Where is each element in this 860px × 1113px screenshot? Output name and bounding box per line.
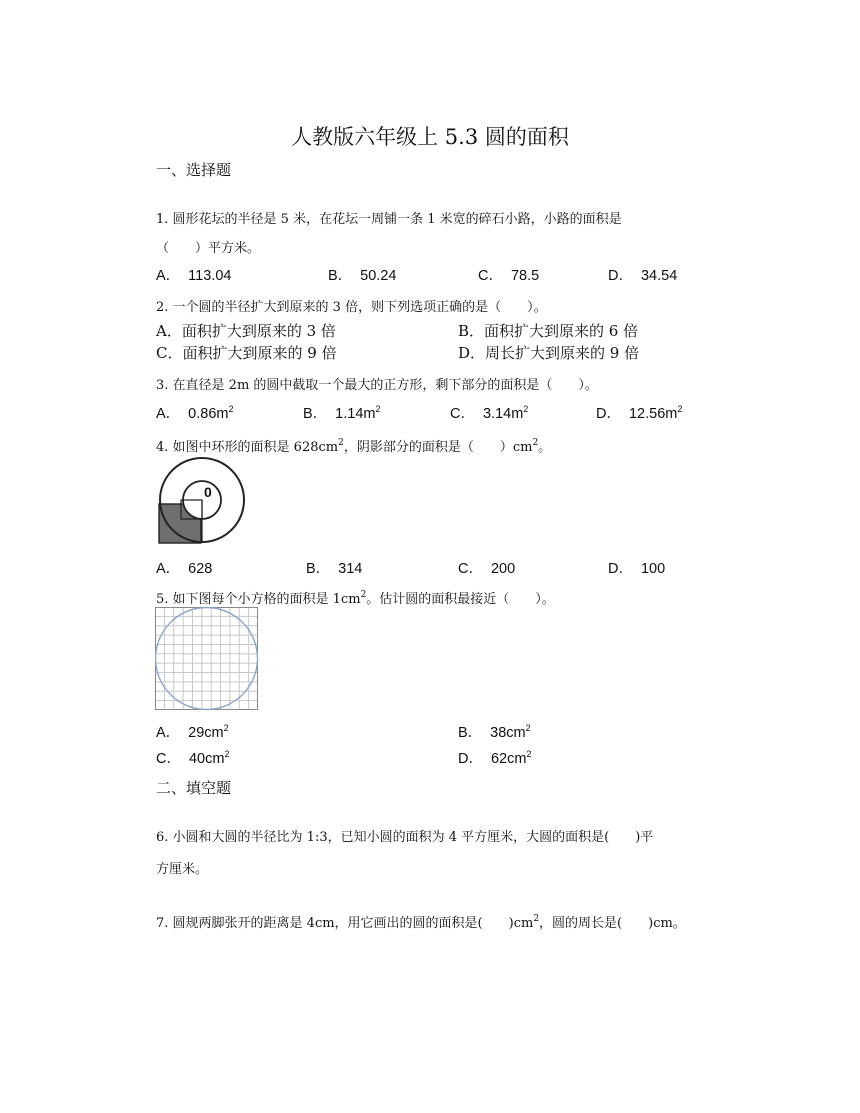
question-4-option-b[interactable] xyxy=(306,557,362,578)
option-letter: C． xyxy=(458,561,483,577)
option-text: 314 xyxy=(338,561,363,577)
option-superscript: 2 xyxy=(677,404,683,414)
option-text: 34.54 xyxy=(640,268,678,284)
question-5-text xyxy=(156,588,555,607)
option-letter: C． xyxy=(450,406,475,422)
option-letter: C． xyxy=(156,344,183,362)
question-4-option-c[interactable] xyxy=(458,557,515,578)
option-letter: D． xyxy=(458,344,486,362)
option-text: 周长扩大到原来的 9 倍 xyxy=(485,344,640,362)
option-superscript: 2 xyxy=(224,749,230,759)
text-part: 。估计圆的面积最接近（ ）。 xyxy=(366,592,555,607)
question-7-text xyxy=(156,912,686,931)
question-3-option-b[interactable] xyxy=(303,402,381,423)
question-3-option-d[interactable] xyxy=(596,402,682,423)
question-6-text: 6. 小圆和大圆的半径比为 1:3，已知小圆的面积为 4 平方厘米，大圆的面积是( )平 xyxy=(156,830,654,845)
question-1-option-d[interactable] xyxy=(608,264,677,285)
option-letter: A． xyxy=(156,725,181,741)
option-text: 628 xyxy=(188,561,213,577)
option-text: 29cm xyxy=(188,725,224,741)
option-letter: A． xyxy=(156,406,181,422)
option-letter: A． xyxy=(156,561,181,577)
option-letter: B． xyxy=(306,561,331,577)
superscript: 2 xyxy=(338,438,344,448)
question-4-text xyxy=(156,436,551,455)
center-label: 0 xyxy=(204,484,212,500)
option-text: 78.5 xyxy=(510,268,540,284)
option-letter: B． xyxy=(458,725,483,741)
option-text: 0.86m xyxy=(188,406,229,422)
question-5-option-a[interactable] xyxy=(156,721,229,742)
option-superscript: 2 xyxy=(223,723,229,733)
question-1-option-b[interactable] xyxy=(328,264,396,285)
option-letter: B． xyxy=(328,268,353,284)
question-5-option-c[interactable] xyxy=(156,747,229,768)
question-1-text-cont: （ ）平方米。 xyxy=(156,241,261,256)
option-letter: A． xyxy=(156,322,182,340)
option-text: 面积扩大到原来的 3 倍 xyxy=(181,322,336,340)
text-part: ，阴影部分的面积是（ ）cm xyxy=(343,440,533,455)
option-letter: D． xyxy=(596,406,621,422)
superscript: 2 xyxy=(533,914,540,924)
superscript: 2 xyxy=(360,590,367,600)
section-heading-fill: 二、填空题 xyxy=(156,779,232,797)
question-6-text-cont: 方厘米。 xyxy=(156,862,209,877)
option-letter: C． xyxy=(478,268,503,284)
option-letter: B． xyxy=(303,406,328,422)
option-letter: D． xyxy=(608,268,633,284)
option-text: 12.56m xyxy=(628,406,678,422)
option-text: 38cm xyxy=(490,725,526,741)
option-text: 62cm xyxy=(490,751,527,767)
option-text: 100 xyxy=(640,561,666,577)
option-superscript: 2 xyxy=(375,404,381,414)
question-5-option-d[interactable] xyxy=(458,747,531,768)
option-letter: D． xyxy=(458,751,483,767)
option-letter: A． xyxy=(156,268,181,284)
option-text: 40cm xyxy=(188,751,225,767)
option-text: 50.24 xyxy=(360,268,397,284)
question-4-option-d[interactable] xyxy=(608,557,665,578)
text-part: 。 xyxy=(538,440,552,455)
question-2-text: 2. 一个圆的半径扩大到原来的 3 倍，则下列选项正确的是（ ）。 xyxy=(156,300,547,315)
text-part: 7. 圆规两脚张开的距离是 4cm，用它画出的圆的面积是( )cm xyxy=(156,916,534,931)
option-text: 面积扩大到原来的 9 倍 xyxy=(182,344,337,362)
option-superscript: 2 xyxy=(525,723,531,733)
option-letter: D． xyxy=(608,561,633,577)
option-text: 200 xyxy=(490,561,516,577)
option-superscript: 2 xyxy=(228,404,234,414)
option-letter: B． xyxy=(458,322,485,340)
page-title: 人教版六年级上 5.3 圆的面积 xyxy=(291,125,569,149)
text-part: 4. 如图中环形的面积是 628cm xyxy=(156,440,339,455)
text-part: 5. 如下图每个小方格的面积是 1cm xyxy=(156,592,361,607)
section-heading-choice: 一、选择题 xyxy=(156,161,232,179)
superscript: 2 xyxy=(532,438,539,448)
option-text: 面积扩大到原来的 6 倍 xyxy=(484,322,639,340)
option-text: 113.04 xyxy=(188,268,232,284)
question-2-option-c[interactable] xyxy=(156,342,337,363)
question-1-option-c[interactable] xyxy=(478,264,539,285)
grid-figure xyxy=(155,607,259,711)
question-2-option-b[interactable] xyxy=(458,320,638,341)
option-text: 1.14m xyxy=(335,406,376,422)
annulus-figure xyxy=(156,457,248,545)
question-3-option-a[interactable] xyxy=(156,402,234,423)
option-superscript: 2 xyxy=(523,404,529,414)
question-1-text: 1. 圆形花坛的半径是 5 米，在花坛一周铺一条 1 米宽的碎石小路，小路的面积是 xyxy=(156,212,622,227)
option-text: 3.14m xyxy=(482,406,524,422)
question-1-option-a[interactable] xyxy=(156,264,231,285)
question-5-option-b[interactable] xyxy=(458,721,531,742)
grid-circle xyxy=(156,608,258,710)
question-4-option-a[interactable] xyxy=(156,557,212,578)
option-superscript: 2 xyxy=(526,749,532,759)
text-part: ，圆的周长是( )cm。 xyxy=(539,916,686,931)
question-2-option-d[interactable] xyxy=(458,342,639,363)
question-2-option-a[interactable] xyxy=(156,320,336,341)
question-3-option-c[interactable] xyxy=(450,402,528,423)
option-letter: C． xyxy=(156,751,181,767)
question-3-text: 3. 在直径是 2m 的圆中截取一个最大的正方形，剩下部分的面积是（ ）。 xyxy=(156,378,598,393)
